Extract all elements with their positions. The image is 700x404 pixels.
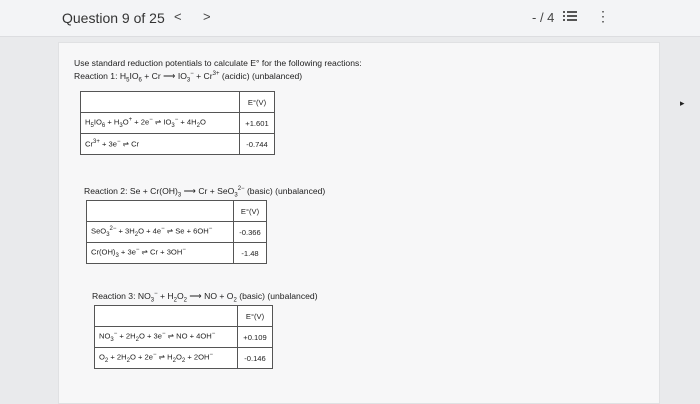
reaction-3-equation: Reaction 3: $NO_3^- + H_2O_2$ ⟶ NO + $O_2$ (basic) (unbalanced) <box>92 291 318 304</box>
table-row: $H_5IO_6 + H_3O^+ + 2e^-$ ⇌ $IO_3^- + 4H_2O$ +1.601 <box>81 113 275 134</box>
table-row: $SeO_3^{2-} + 3H_2O + 4e^-$ ⇌ Se + 6OH− -0.366 <box>87 222 267 243</box>
equilibrium-arrow-icon: ⇌ <box>120 139 132 149</box>
table-row: $Cr^{3+} + 3e^-$ ⇌ Cr -0.744 <box>81 134 275 155</box>
table-row: $NO_3^- + 2H_2O + 3e^-$ ⇌ NO + 4OH− +0.109 <box>95 327 273 348</box>
equilibrium-arrow-icon: ⇌ <box>164 226 176 236</box>
potential-value: -1.48 <box>234 243 267 264</box>
equilibrium-arrow-icon: ⇌ <box>139 247 151 257</box>
mouse-cursor-icon: ▸ <box>680 98 685 108</box>
potential-value: +1.601 <box>240 113 275 134</box>
equilibrium-arrow-icon: ⇌ <box>165 331 177 341</box>
score-display: - / 4 <box>532 10 555 25</box>
reaction-2-table <box>86 200 267 264</box>
reaction-arrow-icon: ⟶ <box>187 291 205 301</box>
reaction-1-table <box>80 91 275 155</box>
question-intro: Use standard reduction potentials to calculate E° for the following reactions: <box>74 58 362 68</box>
table-row: $O_2 + 2H_2O + 2e^-$ ⇌ $H_2O_2 + 2OH^-$ -0.146 <box>95 348 273 369</box>
equilibrium-arrow-icon: ⇌ <box>156 352 168 362</box>
table-row: $Cr(OH)_3 + 3e^-$ ⇌ Cr + 3OH− -1.48 <box>87 243 267 264</box>
table-header: E°(V) <box>240 92 275 113</box>
potential-value: -0.146 <box>238 348 273 369</box>
list-icon[interactable] <box>563 9 577 23</box>
prev-question-button[interactable]: < <box>174 9 182 24</box>
reaction-1-equation: Reaction 1: $H_5IO_6 + Cr$ ⟶ $IO_3^- + Cr^{3+}$ (acidic) (unbalanced) <box>74 71 303 84</box>
reaction-3-table <box>94 305 273 369</box>
more-options-icon[interactable]: ⋮ <box>596 8 610 24</box>
table-header: E°(V) <box>238 306 273 327</box>
potential-value: -0.744 <box>240 134 275 155</box>
table-header: E°(V) <box>234 201 267 222</box>
reaction-arrow-icon: ⟶ <box>181 186 199 196</box>
potential-value: +0.109 <box>238 327 273 348</box>
reaction-arrow-icon: ⟶ <box>163 71 176 81</box>
reaction-2-equation: Reaction 2: $Se + Cr(OH)_3$ ⟶ Cr + SeO$_3^{2-}$ (basic) (unbalanced) <box>84 186 326 199</box>
next-question-button[interactable]: > <box>203 9 211 24</box>
potential-value: -0.366 <box>234 222 267 243</box>
equilibrium-arrow-icon: ⇌ <box>152 117 164 127</box>
top-bar <box>0 0 700 37</box>
question-title: Question 9 of 25 <box>62 10 165 26</box>
